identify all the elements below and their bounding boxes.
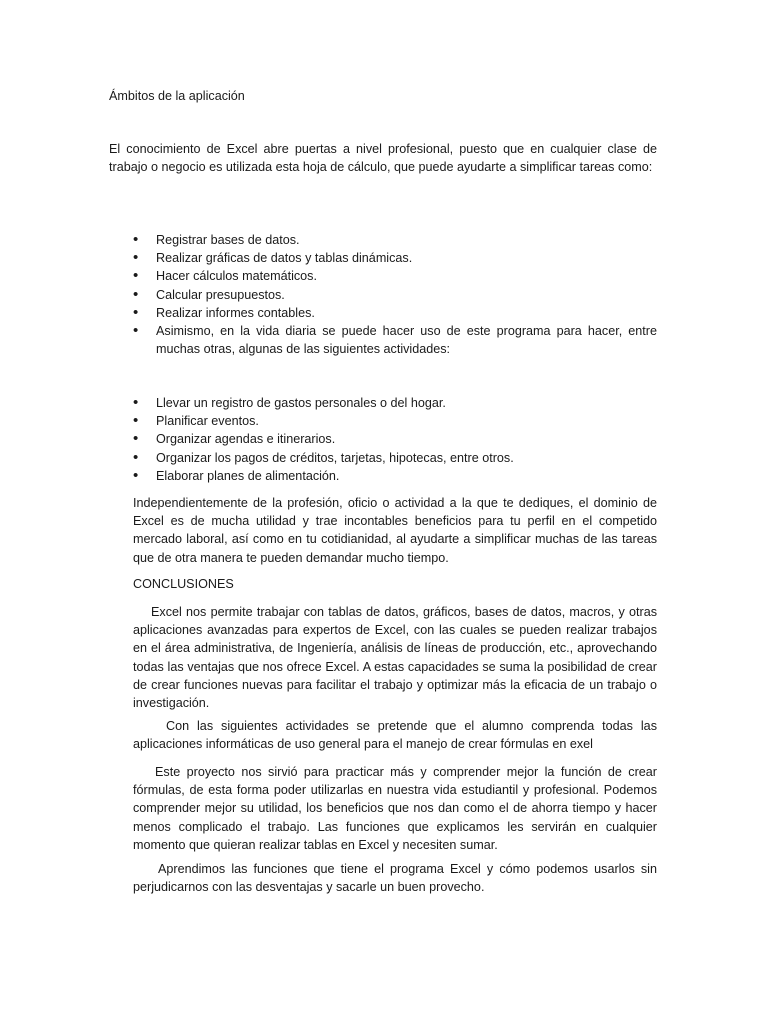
list-item: • Planificar eventos. [133,412,657,430]
conclusion-paragraph-2: Con las siguientes actividades se pretende que el alumno comprenda todas las aplicaciones informáticas de uso general para el manejo de crear fórmulas en exel [133,719,657,752]
independence-paragraph: Independientemente de la profesión, oficio o actividad a la que te dediques, el dominio de Excel es de mucha utilidad y trae incontables beneficios para tu perfil en el competido mercado laboral, así como en tu cotidianidad, al ayudarte a simplificar muchas de las tareas que de otra manera te pueden demandar mucho tiempo. [133,496,657,565]
list-item: • Asimismo, en la vida diaria se puede hacer uso de este programa para hacer, entre muchas otras, algunas de las siguientes actividades: [133,322,657,358]
list-item: • Llevar un registro de gastos personales o del hogar. [133,394,657,412]
excel-uses-list [133,231,657,358]
list-item: • Registrar bases de datos. [133,231,657,249]
list-item: • Elaborar planes de alimentación. [133,467,657,485]
list-item: • Hacer cálculos matemáticos. [133,267,657,285]
list-item: • Organizar los pagos de créditos, tarjetas, hipotecas, entre otros. [133,449,657,467]
conclusion-paragraph-3: Este proyecto nos sirvió para practicar más y comprender mejor la función de crear fórmulas, de esta forma poder utilizarlas en nuestra vida estudiantil y profesional. Podemos comprender mejor su utilidad, los beneficios que nos dan como el de ahorra tiempo y hacer menos complicado el trabajo. Las funciones que explicamos les servirán en cualquier momento que quieran realizar tablas en Excel y necesiten sumar. [133,765,657,852]
daily-activities-list [133,394,657,485]
list-item: • Realizar informes contables. [133,304,657,322]
intro-paragraph: El conocimiento de Excel abre puertas a nivel profesional, puesto que en cualquier clase de trabajo o negocio es utilizada esta hoja de cálculo, que puede ayudarte a simplificar tareas como: [109,142,657,175]
conclusion-paragraph-1: Excel nos permite trabajar con tablas de datos, gráficos, bases de datos, macros, y otras aplicaciones avanzadas para expertos de Excel, con las cuales se pueden realizar trabajos en el área administrativa, de Ingeniería, análisis de líneas de producción, etc., aprovechando todas las ventajas que nos ofrece Excel. A estas capacidades se suma la posibilidad de crear de crear funciones nuevas para facilitar el trabajo y optimizar más la eficacia de un trabajo o investigación. [133,605,657,711]
page-heading: Ámbitos de la aplicación [109,89,245,103]
list-item: • Calcular presupuestos. [133,286,657,304]
list-item: • Organizar agendas e itinerarios. [133,430,657,448]
conclusions-heading: CONCLUSIONES [133,577,234,591]
list-item: • Realizar gráficas de datos y tablas dinámicas. [133,249,657,267]
conclusion-paragraph-4: Aprendimos las funciones que tiene el programa Excel y cómo podemos usarlos sin perjudicarnos con las desventajas y sacarle un buen provecho. [133,862,657,895]
